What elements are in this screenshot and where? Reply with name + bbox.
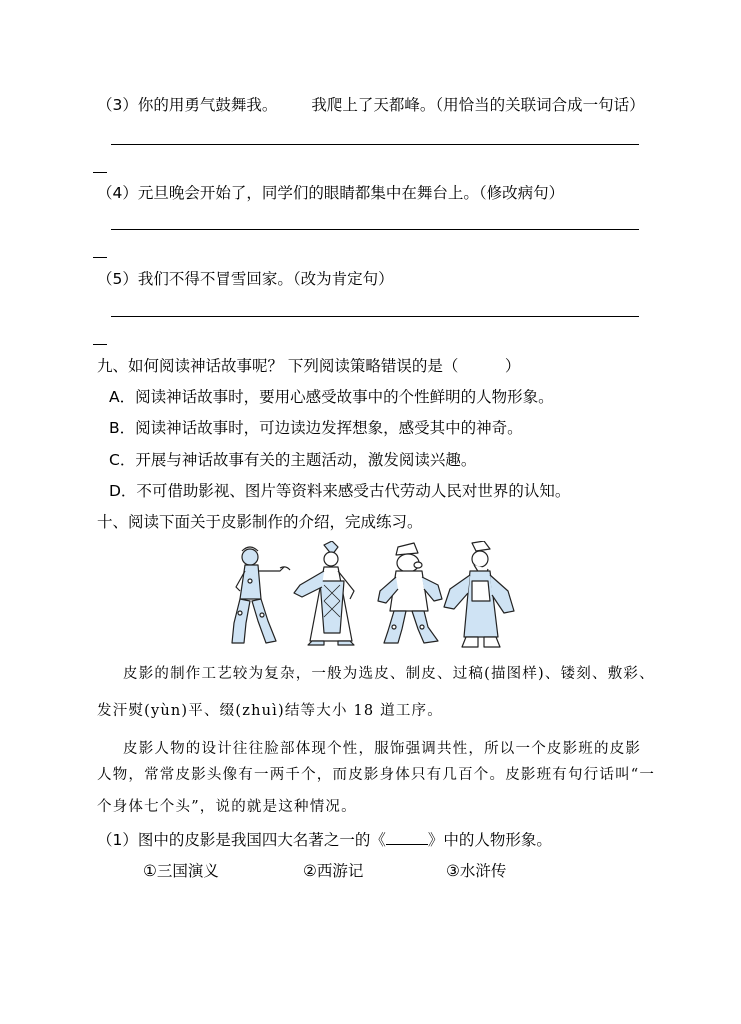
shadow-puppet-illustration	[228, 541, 518, 651]
question-9-option-a: A．阅读神话故事时，要用心感受故事中的个性鲜明的人物形象。	[109, 388, 554, 406]
question-9-option-d: D．不可借助影视、图片等资料来感受古代劳动人民对世界的认知。	[109, 482, 571, 500]
choice-3: ③水浒传	[446, 862, 507, 880]
question-5-text: 我们不得不冒雪回家。（改为肯定句）	[137, 270, 394, 288]
answer-line-5	[111, 316, 639, 317]
tang-monk-figure	[294, 541, 354, 645]
choice-2: ②西游记	[303, 862, 364, 880]
question-3-text-a: 你的用勇气鼓舞我。	[137, 96, 278, 114]
answer-dash-4	[93, 257, 107, 258]
question-3-number: （3）	[97, 96, 138, 114]
question-10-title: 十、阅读下面关于皮影制作的介绍，完成练习。	[97, 513, 423, 531]
passage-2-line-1: 皮影人物的设计往往脸部体现个性，服饰强调共性，所以一个皮影班的皮影	[123, 741, 642, 757]
question-9-option-b: B．阅读神话故事时，可边读边发挥想象，感受其中的神奇。	[109, 419, 523, 437]
sandy-figure	[444, 541, 514, 647]
question-10-sub-1	[97, 830, 552, 850]
answer-line-3	[111, 144, 639, 145]
answer-dash-5	[93, 344, 107, 345]
question-10-sub-1-suffix: 》中的人物形象。	[427, 831, 552, 849]
question-9-title: 九、如何阅读神话故事呢？ 下列阅读策略错误的是（ ）	[97, 357, 521, 375]
monkey-king-head	[242, 549, 258, 565]
question-4	[97, 183, 564, 203]
monkey-king-figure	[232, 547, 290, 643]
question-5	[97, 269, 394, 289]
passage-1-line-1: 皮影的制作工艺较为复杂，一般为选皮、制皮、过稿(描图样)、镂刻、敷彩、	[123, 666, 655, 682]
monkey-king-leg-right	[252, 599, 276, 643]
question-4-text: 元旦晚会开始了，同学们的眼睛都集中在舞台上。（修改病句）	[137, 184, 565, 202]
sandy-head	[472, 551, 488, 567]
answer-blank[interactable]	[386, 830, 428, 845]
question-10-choices	[143, 861, 506, 881]
answer-dash-3	[93, 172, 107, 173]
question-5-number: （5）	[97, 270, 138, 288]
question-10-sub-1-prefix: （1）图中的皮影是我国四大名著之一的《	[97, 831, 386, 849]
choice-1: ①三国演义	[143, 862, 219, 880]
pigsy-figure	[378, 543, 442, 643]
passage-2-line-3: 个身体七个头”，说的就是这种情况。	[97, 799, 357, 815]
answer-line-4	[111, 229, 639, 230]
question-9-option-c: C．开展与神话故事有关的主题活动，激发阅读兴趣。	[109, 451, 477, 469]
tang-monk-head	[324, 552, 338, 566]
monkey-king-leg-left	[232, 599, 250, 643]
passage-1-line-2: 发汗熨(yùn)平、缀(zhuì)结等大小 18 道工序。	[97, 703, 443, 719]
question-3	[97, 95, 645, 115]
question-3-text-b: 我爬上了天都峰。（用恰当的关联词合成一句话）	[311, 96, 645, 114]
passage-2-line-2: 人物，常常皮影头像有一两千个，而皮影身体只有几百个。皮影班有句行话叫“一	[97, 767, 656, 783]
question-4-number: （4）	[97, 184, 138, 202]
